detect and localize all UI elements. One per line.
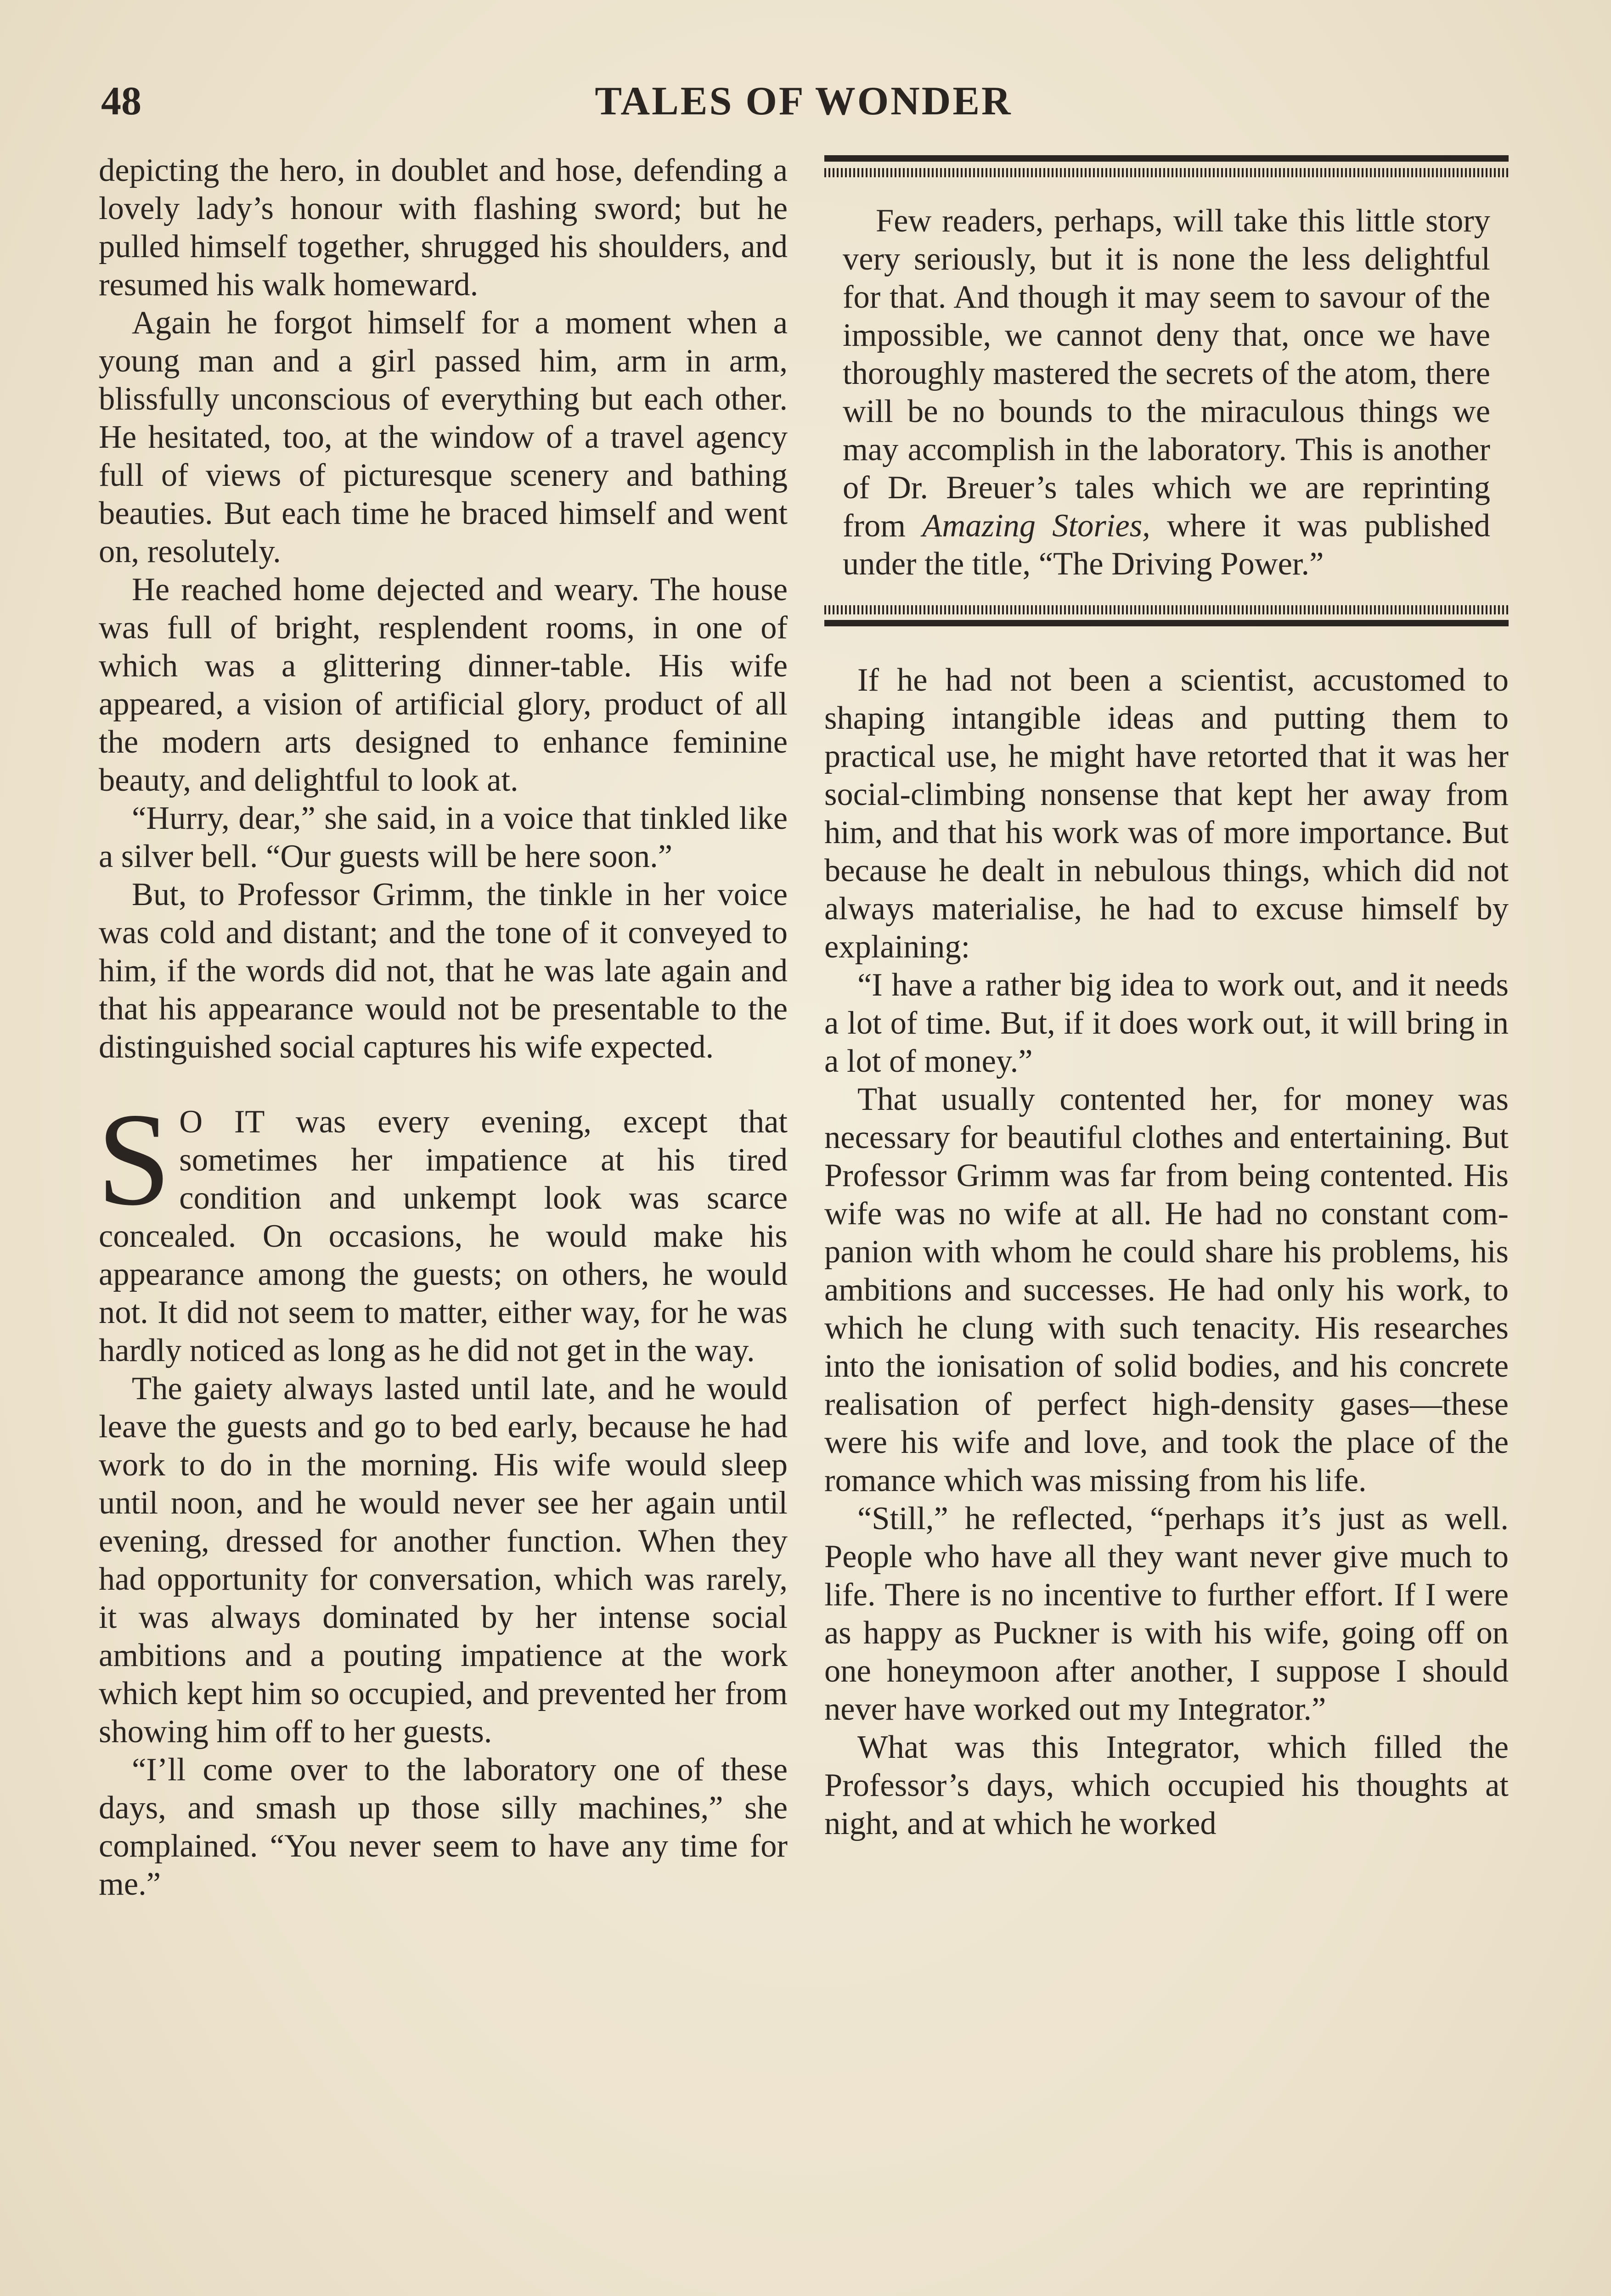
- paragraph: But, to Professor Grimm, the tinkle in her voice was cold and distant; and the tone of it conveyed to him, if the words did not, that he was late again and that his appearance would not be presentable to the distinguished social captures his wife expected.: [99, 877, 788, 1065]
- paragraph: “I’ll come over to the laboratory one of these days, and smash up those silly machines,” she complained. “You never seem to have any time for me.”: [99, 1752, 788, 1902]
- rule-thick-line: [824, 620, 1509, 626]
- drop-cap-letter: S: [97, 1086, 171, 1233]
- page-header: [92, 78, 1515, 133]
- page-number: 48: [101, 79, 141, 124]
- editor-note-part-b: where it was published under the title, “The Driving Power.”: [843, 508, 1490, 582]
- editor-note: [843, 202, 1490, 583]
- rule-hatched-line: [824, 168, 1509, 177]
- paragraph: That usually contented her, for money was necessary for beautiful clothes and entertaining. But Professor Grimm was far from being contented. His wife was no wife at all. He had no constant companion with whom he could share his problems, his ambitions and successes. He had only his work, to which he clung with such tenacity. His researches into the ionisation of solid bodies, and his concrete realisation of perfect high-density gases—these were his wife and love, and took the place of the romance which was missing from his life.: [824, 1081, 1509, 1498]
- dropcap-paragraph: [97, 1086, 788, 1370]
- right-column: [824, 152, 1509, 1843]
- paragraph: “Still,” he reflected, “perhaps it’s just as well. People who have all they want never give much to life. There is no incentive to further effort. If I were as happy as Puckner is with his wife, going off on one honeymoon after another, I suppose I should never have worked out my Integrator.”: [824, 1501, 1509, 1727]
- top-ornamental-rule: [824, 152, 1509, 184]
- paragraph: Again he forgot himself for a moment when a young man and a girl passed him, arm in arm, blissfully unconscious of everything but each other. He hesitated, too, at the window of a travel agency full of views of picturesque scenery and bathing beauties. But each time he braced himself and went on, resolutely.: [99, 305, 788, 569]
- editor-note-text: [843, 202, 1490, 583]
- paragraph: “I have a rather big idea to work out, and it needs a lot of time. But, if it does work out, it will bring in a lot of money.”: [824, 967, 1509, 1079]
- paragraph: If he had not been a scientist, accustomed to shaping intangible ideas and putting them to practical use, he might have retorted that it was her social-climbing nonsense that kept her away from him, and that his work was of more importance. But because he dealt in nebulous things, which did not always materialise, he had to excuse himself by explaining:: [824, 662, 1509, 965]
- paragraph: What was this Integrator, which filled the Professor’s days, which occupied his thoughts at night, and at which he worked: [824, 1729, 1509, 1841]
- magazine-title: Amazing Stories,: [922, 508, 1150, 544]
- left-column: [99, 152, 788, 1903]
- paragraph-text: O IT was every evening, except that sometimes her impatience at his tired condition and unkempt look was scarce concealed. On occasions, he would make his appearance among the guests; on others, he would not. It did not seem to matter, either way, for he was hardly noticed as long as he did not get in the way.: [99, 1104, 788, 1368]
- rule-thick-line: [824, 155, 1509, 162]
- paragraph: The gaiety always lasted until late, and he would leave the guests and go to bed early, because he had work to do in the morning. His wife would sleep until noon, and he would never see her again until evening, dressed for another function. When they had opportunity for conversation, which was rarely, it was always dominated by her intense social ambitions and a pouting impatience at the work which kept him so occupied, and prevented her from showing him off to her guests.: [99, 1371, 788, 1750]
- paragraph: depicting the hero, in doublet and hose, defending a lovely lady’s honour with flashing sword; but he pulled himself together, shrugged his shoulders, and resumed his walk homeward.: [99, 152, 788, 303]
- rule-hatched-line: [824, 605, 1509, 614]
- running-title: TALES OF WONDER: [595, 79, 1013, 124]
- editor-note-part-a: Few readers, perhaps, will take this little story very seriously, but it is none the less delightful for that. And though it may seem to savour of the impossible, we cannot deny that, once we have thoroughly mastered the secrets of the atom, there will be no bounds to the miraculous things we may accomplish in the laboratory. This is another of Dr. Breuer’s tales which we are reprinting from: [843, 203, 1490, 544]
- bottom-ornamental-rule: [824, 602, 1509, 634]
- paragraph: “Hurry, dear,” she said, in a voice that tinkled like a silver bell. “Our guests will be here soon.”: [99, 800, 788, 874]
- paragraph: He reached home dejected and weary. The house was full of bright, resplendent rooms, in one of which was a glittering dinner-table. His wife appeared, a vision of artificial glory, product of all the modern arts designed to enhance feminine beauty, and delightful to look at.: [99, 572, 788, 798]
